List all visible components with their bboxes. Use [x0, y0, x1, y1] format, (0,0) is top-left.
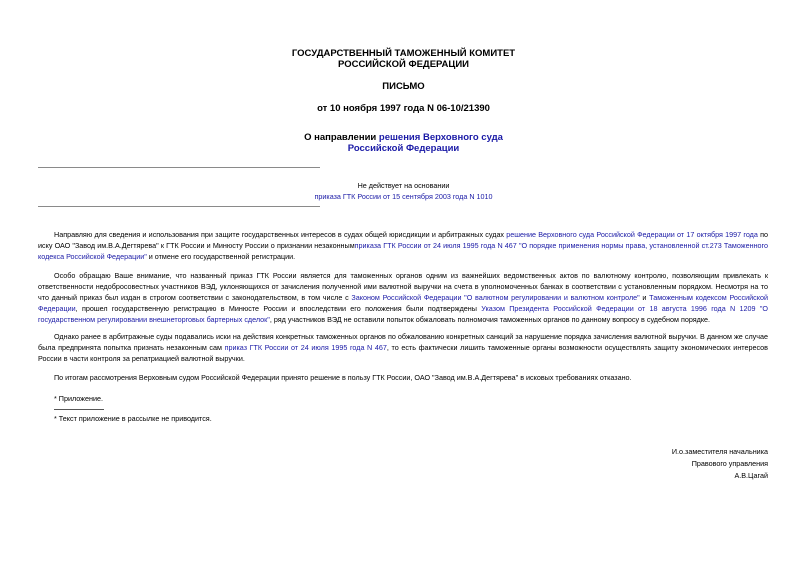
paragraph-2-text-b: и: [639, 293, 650, 302]
link-supreme-court-decision[interactable]: решение Верховного суда Российской Федерации от 17 октября 1997 года: [506, 230, 758, 239]
attachment-note: * Приложение.: [54, 394, 103, 403]
paragraph-2: [38, 270, 768, 325]
paragraph-1-text-c: и отмене его государственной регистрации.: [146, 252, 296, 261]
paragraph-4: По итогам рассмотрения Верховным судом Российской Федерации принято решение в пользу ГТК России, ОАО "Завод им.В.А.Дегтярева" в исковых требованиях отказано.: [54, 373, 632, 382]
subject-prefix: О направлении: [304, 132, 379, 143]
subject-link-supreme-court-decision[interactable]: решения Верховного суда: [378, 132, 503, 143]
paragraph-3-text-a: Однако ранее в арбитражные суды подавались иски на действия конкретных таможенных органов по обжалованию конкретных санкций за нарушение порядка зачисления валютной выручки. В данном же случае была предпринята попытка признать незаконным сам: [38, 332, 768, 352]
document-subject: [0, 132, 807, 143]
signature-position-line2: Правового управления: [691, 459, 768, 468]
paragraph-1-text-a: Направляю для сведения и использования при защите государственных интересов в судах общей юрисдикции и арбитражных судах: [54, 230, 507, 239]
paragraph-3-text-b: , то есть фактически лишить таможенные органы возможности осуществлять защиту экономических интересов России в части контроля за репатриацией валютной выручки.: [38, 343, 768, 363]
document-type: ПИСЬМО: [382, 81, 425, 92]
link-customs-code[interactable]: Таможенным кодексом Российской Федерации: [38, 293, 768, 313]
paragraph-3: [38, 331, 768, 364]
footnote-divider: [54, 409, 104, 410]
footnote-text: * Текст приложение в рассылке не приводится.: [54, 414, 212, 423]
org-name-line2: РОССИЙСКОЙ ФЕДЕРАЦИИ: [337, 59, 469, 70]
paragraph-2-text-c: , прошел государственную регистрацию в Минюсте России и впоследствии его положения были подтверждены: [75, 304, 482, 313]
divider-bottom: [38, 206, 320, 207]
link-order-467[interactable]: приказа ГТК России от 24 июля 1995 года N 467 "О порядке применения нормы права, установленной ст.273 Таможенного кодекса Российской Федерации": [38, 241, 768, 261]
paragraph-1-text-b: по иску ОАО "Завод им.В.А.Дегтярева" к ГТК России и Минюсту России о признании незаконным: [38, 230, 769, 250]
paragraph-2-text-d: , ряд участников ВЭД не оставили попыток обжаловать полномочия таможенных органов по данному вопросу в судебном порядке.: [269, 315, 711, 324]
paragraph-1: [38, 229, 768, 262]
divider-top: [38, 167, 320, 168]
subject-link-russian-federation[interactable]: Российской Федерации: [347, 143, 460, 154]
link-order-467-short[interactable]: приказ ГТК России от 24 июля 1995 года N 467: [224, 343, 387, 352]
org-name-line1: ГОСУДАРСТВЕННЫЙ ТАМОЖЕННЫЙ КОМИТЕТ: [291, 48, 516, 59]
document-date-number: от 10 ноября 1997 года N 06-10/21390: [317, 103, 490, 114]
signature-name: А.В.Цагай: [734, 471, 768, 480]
status-note-link[interactable]: приказа ГТК России от 15 сентября 2003 года N 1010: [314, 192, 493, 201]
signature-position-line1: И.о.заместителя начальника: [671, 447, 768, 456]
link-currency-law[interactable]: Законом Российской Федерации "О валютном регулировании и валютном контроле": [351, 293, 640, 302]
paragraph-2-text-a: Особо обращаю Ваше внимание, что названный приказ ГТК России является для таможенных органов одним из важнейших ведомственных актов по валютному контролю, позволяющим привлекать к ответственности недобросовестных участников ВЭД, уклоняющихся от зачисления полученной ими валютной выручки на счета в уполномоченных банках в соответствии с установленным порядком. Несмотря на то что данный приказ был издан в строгом соответствии с законодательством, в том числе с: [38, 271, 768, 302]
status-note-text: Не действует на основании: [357, 181, 450, 190]
link-presidential-decree-1209[interactable]: Указом Президента Российской Федерации от 18 августа 1996 года N 1209 "О государственном регулировании внешнеторговых бартерных сделок": [38, 304, 769, 324]
